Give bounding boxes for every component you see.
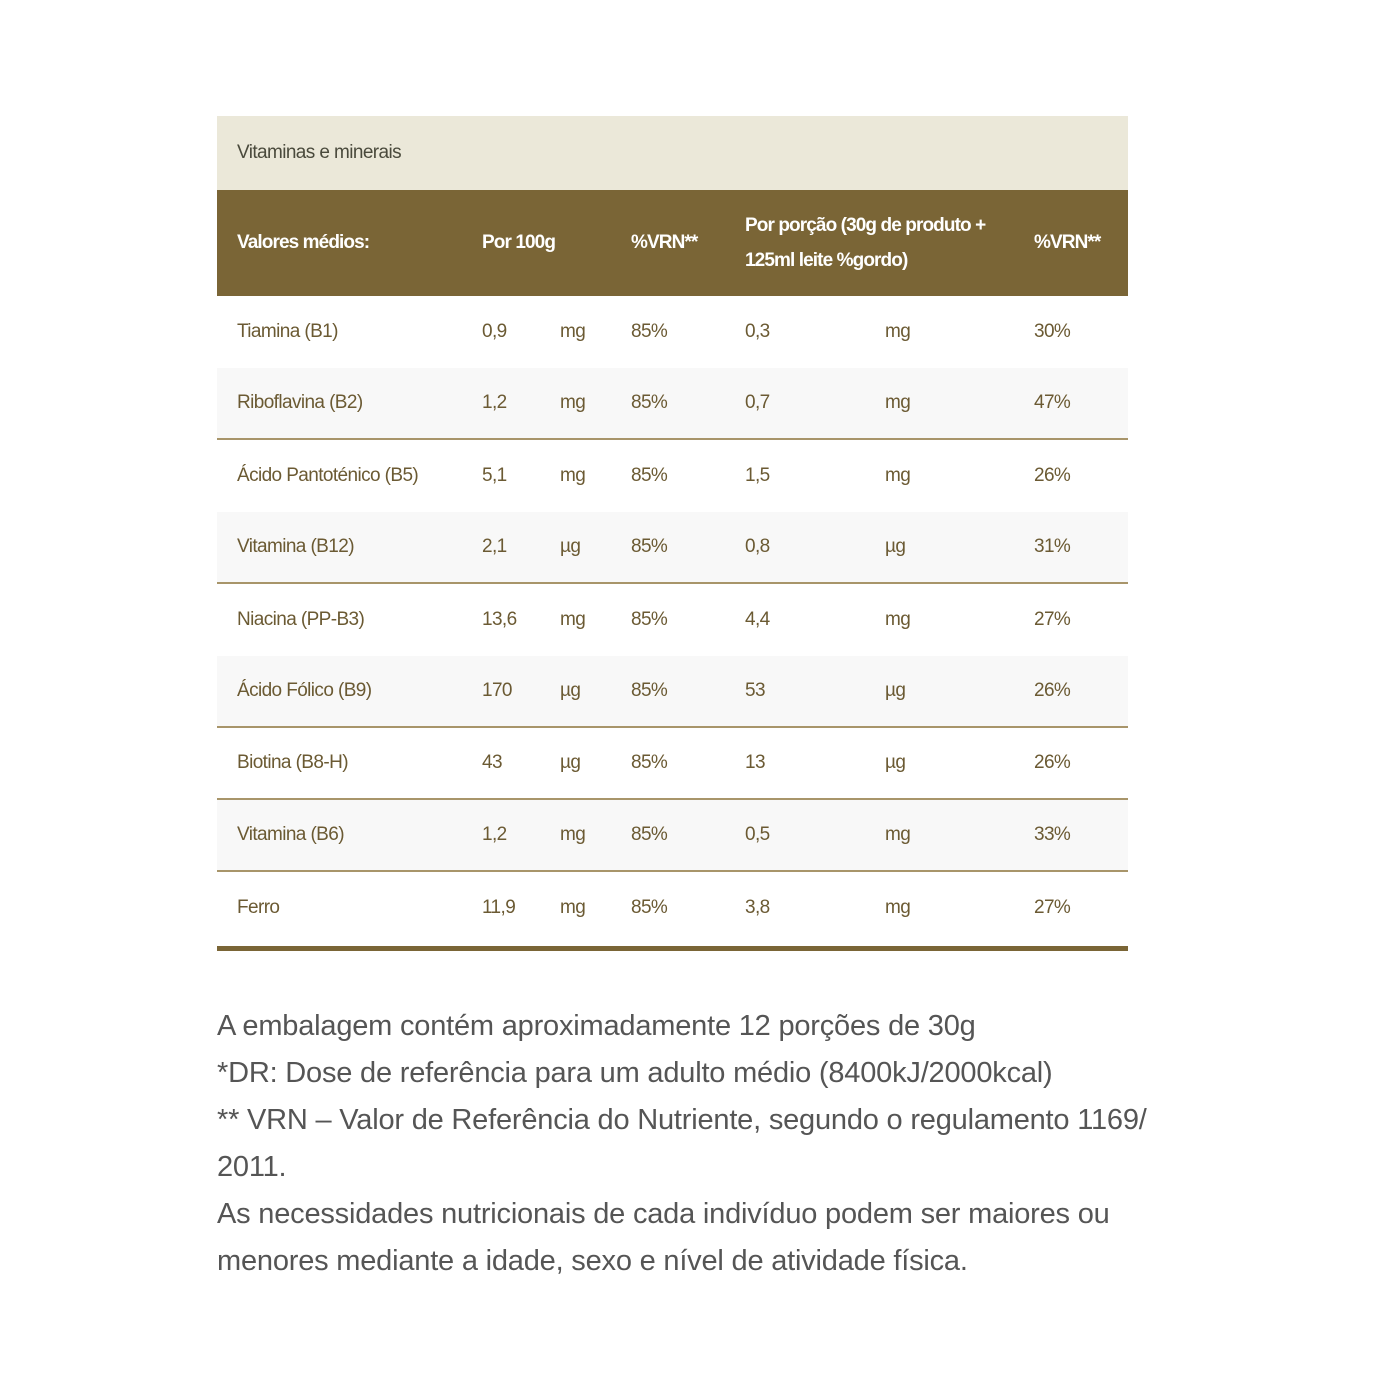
value-per-portion: 0,8 (745, 536, 770, 557)
value-per-portion: 53 (745, 680, 765, 701)
vrn-per-100g: 85% (631, 392, 668, 413)
value-per-100g: 1,2 (482, 824, 507, 845)
nutrition-table (217, 116, 1128, 951)
footnotes (217, 1003, 1217, 1285)
header-vrn-per-100g: %VRN** (631, 232, 698, 253)
vrn-per-100g: 85% (631, 536, 668, 557)
vrn-per-100g: 85% (631, 321, 668, 342)
nutrient-name: Tiamina (B1) (237, 321, 338, 342)
value-per-portion: 13 (745, 752, 765, 773)
value-per-100g: 2,1 (482, 536, 507, 557)
table-header-row (217, 190, 1128, 296)
table-bottom-rule (217, 946, 1128, 951)
vrn-note: ** VRN – Valor de Referência do Nutriente, segundo o regulamento 1169/ 2011. (217, 1104, 1147, 1183)
table-row (217, 368, 1128, 440)
vrn-per-100g: 85% (631, 680, 668, 701)
vrn-per-portion: 30% (1034, 321, 1071, 342)
unit-per-portion: mg (885, 392, 911, 413)
unit-per-100g: mg (560, 609, 586, 630)
table-row (217, 800, 1128, 872)
unit-per-100g: µg (560, 680, 581, 701)
value-per-100g: 1,2 (482, 392, 507, 413)
unit-per-portion: µg (885, 536, 906, 557)
header-vrn-per-portion: %VRN** (1034, 232, 1101, 253)
value-per-100g: 5,1 (482, 465, 507, 486)
unit-per-100g: µg (560, 536, 581, 557)
vrn-per-portion: 27% (1034, 609, 1071, 630)
value-per-100g: 43 (482, 752, 502, 773)
vrn-per-100g: 85% (631, 897, 668, 918)
unit-per-portion: mg (885, 321, 911, 342)
table-caption-text: Vitaminas e minerais (237, 142, 402, 163)
table-row (217, 872, 1128, 944)
table-row (217, 296, 1128, 368)
unit-per-portion: µg (885, 752, 906, 773)
value-per-portion: 4,4 (745, 609, 770, 630)
header-label: Valores médios: (237, 232, 370, 253)
value-per-100g: 11,9 (482, 897, 516, 918)
value-per-portion: 0,5 (745, 824, 770, 845)
nutrient-name: Ácido Fólico (B9) (237, 680, 372, 701)
header-per-100g: Por 100g (482, 232, 556, 253)
nutrient-name: Niacina (PP-B3) (237, 609, 365, 630)
vrn-per-100g: 85% (631, 465, 668, 486)
unit-per-100g: mg (560, 392, 586, 413)
value-per-100g: 13,6 (482, 609, 517, 630)
unit-per-100g: mg (560, 824, 586, 845)
vrn-per-portion: 47% (1034, 392, 1071, 413)
needs-note: As necessidades nutricionais de cada indivíduo podem ser maiores ou menores mediante a idade, sexo e nível de atividade física. (217, 1198, 1110, 1277)
vrn-per-portion: 26% (1034, 680, 1071, 701)
vrn-per-portion: 31% (1034, 536, 1071, 557)
unit-per-portion: mg (885, 609, 911, 630)
value-per-portion: 0,3 (745, 321, 770, 342)
table-row (217, 512, 1128, 584)
unit-per-100g: mg (560, 465, 586, 486)
table-row (217, 440, 1128, 512)
nutrient-name: Vitamina (B12) (237, 536, 354, 557)
vrn-per-portion: 33% (1034, 824, 1071, 845)
vrn-per-100g: 85% (631, 824, 668, 845)
unit-per-100g: µg (560, 752, 581, 773)
vrn-per-portion: 26% (1034, 465, 1071, 486)
nutrient-name: Ferro (237, 897, 280, 918)
vrn-per-100g: 85% (631, 609, 668, 630)
value-per-portion: 3,8 (745, 897, 770, 918)
nutrient-name: Vitamina (B6) (237, 824, 344, 845)
unit-per-portion: mg (885, 824, 911, 845)
dr-note: *DR: Dose de referência para um adulto médio (8400kJ/2000kcal) (217, 1057, 1053, 1089)
vrn-per-100g: 85% (631, 752, 668, 773)
vrn-per-portion: 27% (1034, 897, 1071, 918)
header-per-portion: Por porção (30g de produto + 125ml leite %gordo) (745, 215, 986, 271)
nutrient-name: Ácido Pantoténico (B5) (237, 465, 419, 486)
unit-per-100g: mg (560, 897, 586, 918)
value-per-100g: 170 (482, 680, 512, 701)
unit-per-portion: µg (885, 680, 906, 701)
servings-note: A embalagem contém aproximadamente 12 porções de 30g (217, 1010, 976, 1042)
unit-per-portion: mg (885, 465, 911, 486)
unit-per-100g: mg (560, 321, 586, 342)
table-row (217, 584, 1128, 656)
table-caption (217, 116, 1128, 190)
value-per-portion: 1,5 (745, 465, 770, 486)
table-row (217, 656, 1128, 728)
nutrient-name: Riboflavina (B2) (237, 392, 363, 413)
table-row (217, 728, 1128, 800)
value-per-100g: 0,9 (482, 321, 507, 342)
vrn-per-portion: 26% (1034, 752, 1071, 773)
value-per-portion: 0,7 (745, 392, 770, 413)
unit-per-portion: mg (885, 897, 911, 918)
nutrient-name: Biotina (B8-H) (237, 752, 348, 773)
